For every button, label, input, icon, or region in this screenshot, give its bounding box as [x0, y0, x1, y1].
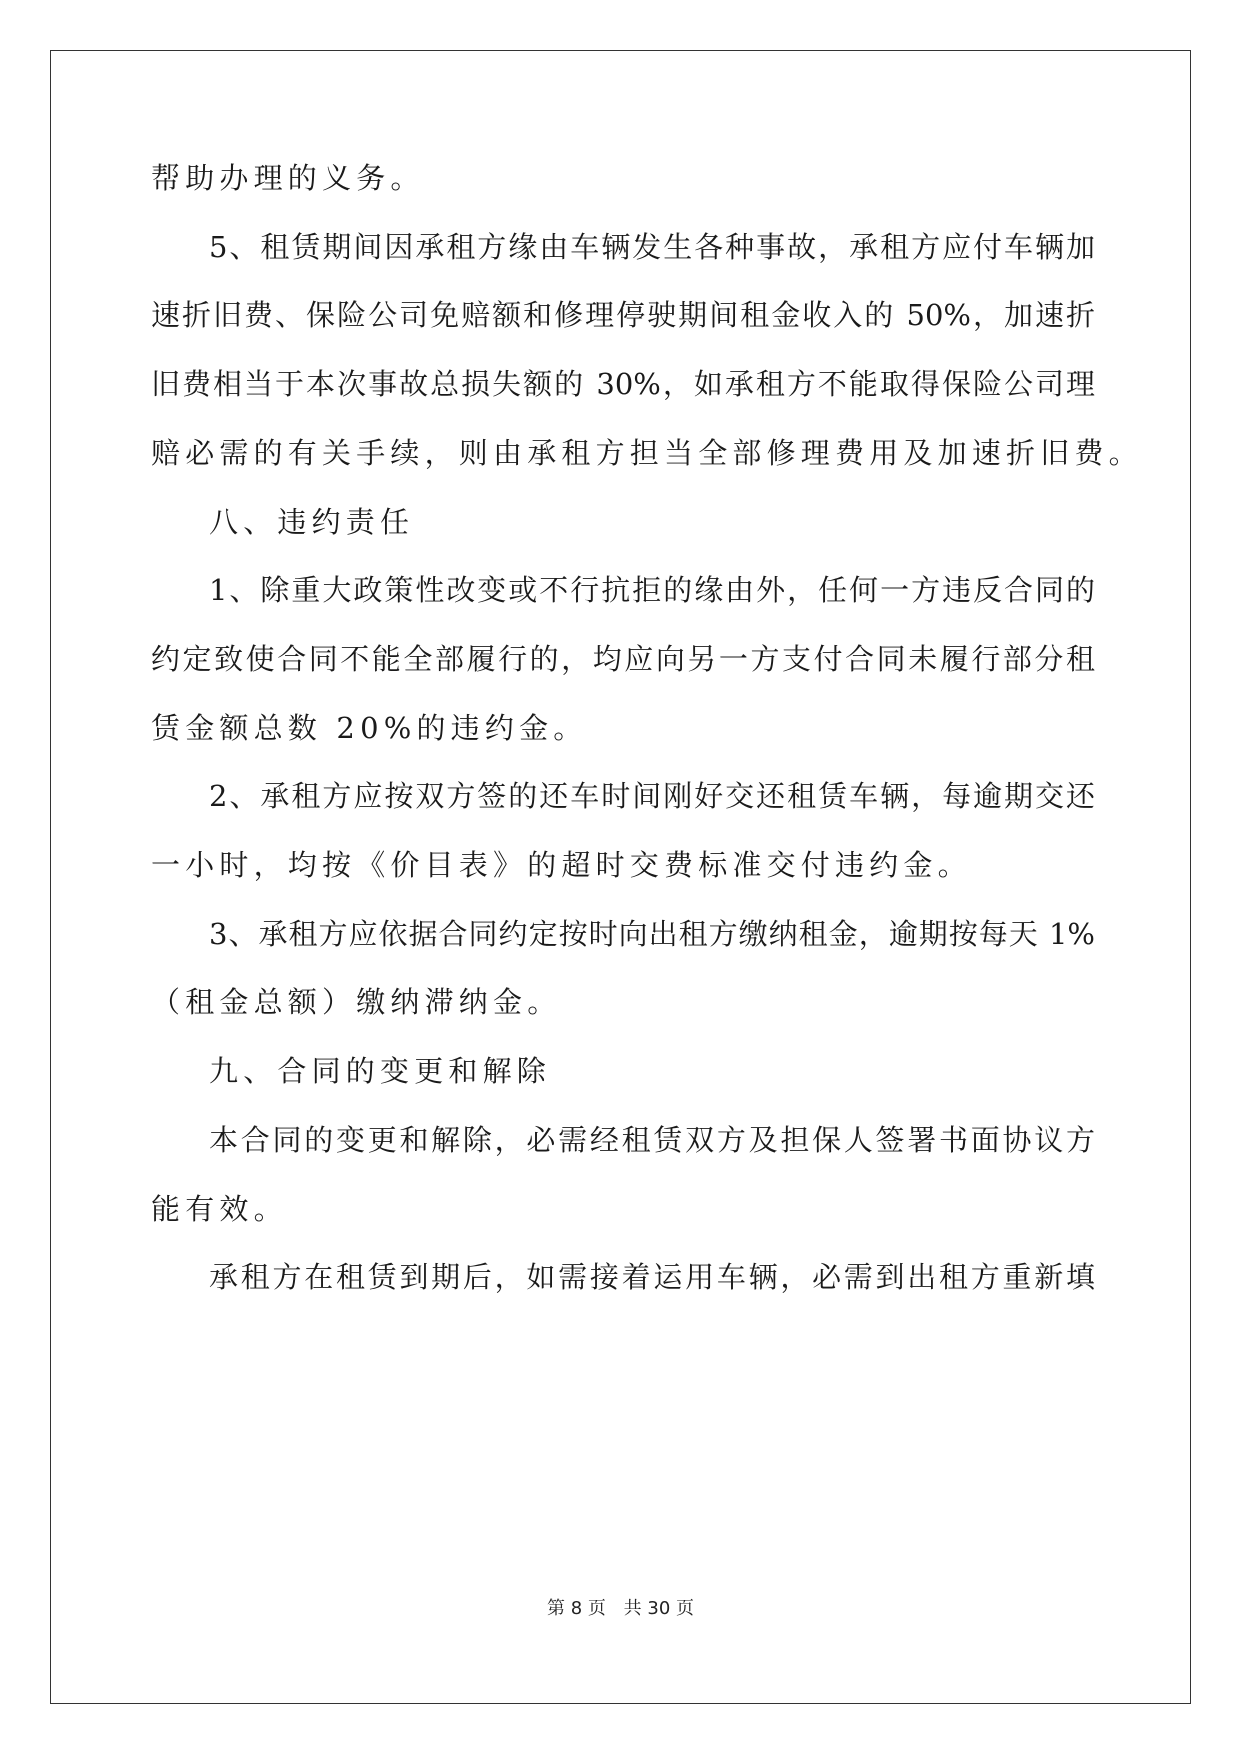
- text-line: 速折旧费、保险公司免赔额和修理停驶期间租金收入的 50%，加速折: [151, 298, 1095, 333]
- text-line: 承租方在租赁到期后，如需接着运用车辆，必需到出租方重新填: [209, 1260, 1095, 1295]
- text-line: （租金总额）缴纳滞纳金。: [151, 985, 562, 1020]
- text-line: 赁金额总数 20%的违约金。: [151, 710, 588, 745]
- text-line: 5、租赁期间因承租方缘由车辆发生各种事故，承租方应付车辆加: [209, 229, 1095, 264]
- text-line: 本合同的变更和解除，必需经租赁双方及担保人签署书面协议方: [209, 1122, 1095, 1157]
- text-line: 1、除重大政策性改变或不行抗拒的缘由外，任何一方违反合同的: [209, 573, 1095, 608]
- text-line: 赔必需的有关手续，则由承租方担当全部修理费用及加速折旧费。: [151, 435, 1143, 470]
- section-heading: 九、合同的变更和解除: [209, 1054, 552, 1089]
- text-line: 2、承租方应按双方签的还车时间刚好交还租赁车辆，每逾期交还: [209, 779, 1095, 814]
- text-line: 能有效。: [151, 1191, 288, 1226]
- text-line: 旧费相当于本次事故总损失额的 30%，如承租方不能取得保险公司理: [151, 367, 1095, 402]
- text-line: 约定致使合同不能全部履行的，均应向另一方支付合同未履行部分租: [151, 641, 1095, 676]
- text-line: 3、承租方应依据合同约定按时向出租方缴纳租金，逾期按每天 1%: [209, 916, 1095, 951]
- page-footer: [0, 1597, 1241, 1621]
- text-line: 帮助办理的义务。: [151, 161, 425, 195]
- page-total: 共 30 页: [623, 1598, 694, 1619]
- section-heading: 八、违约责任: [209, 504, 415, 539]
- text-line: 一小时，均按《价目表》的超时交费标准交付违约金。: [151, 848, 972, 882]
- page-number: 第 8 页: [547, 1598, 606, 1619]
